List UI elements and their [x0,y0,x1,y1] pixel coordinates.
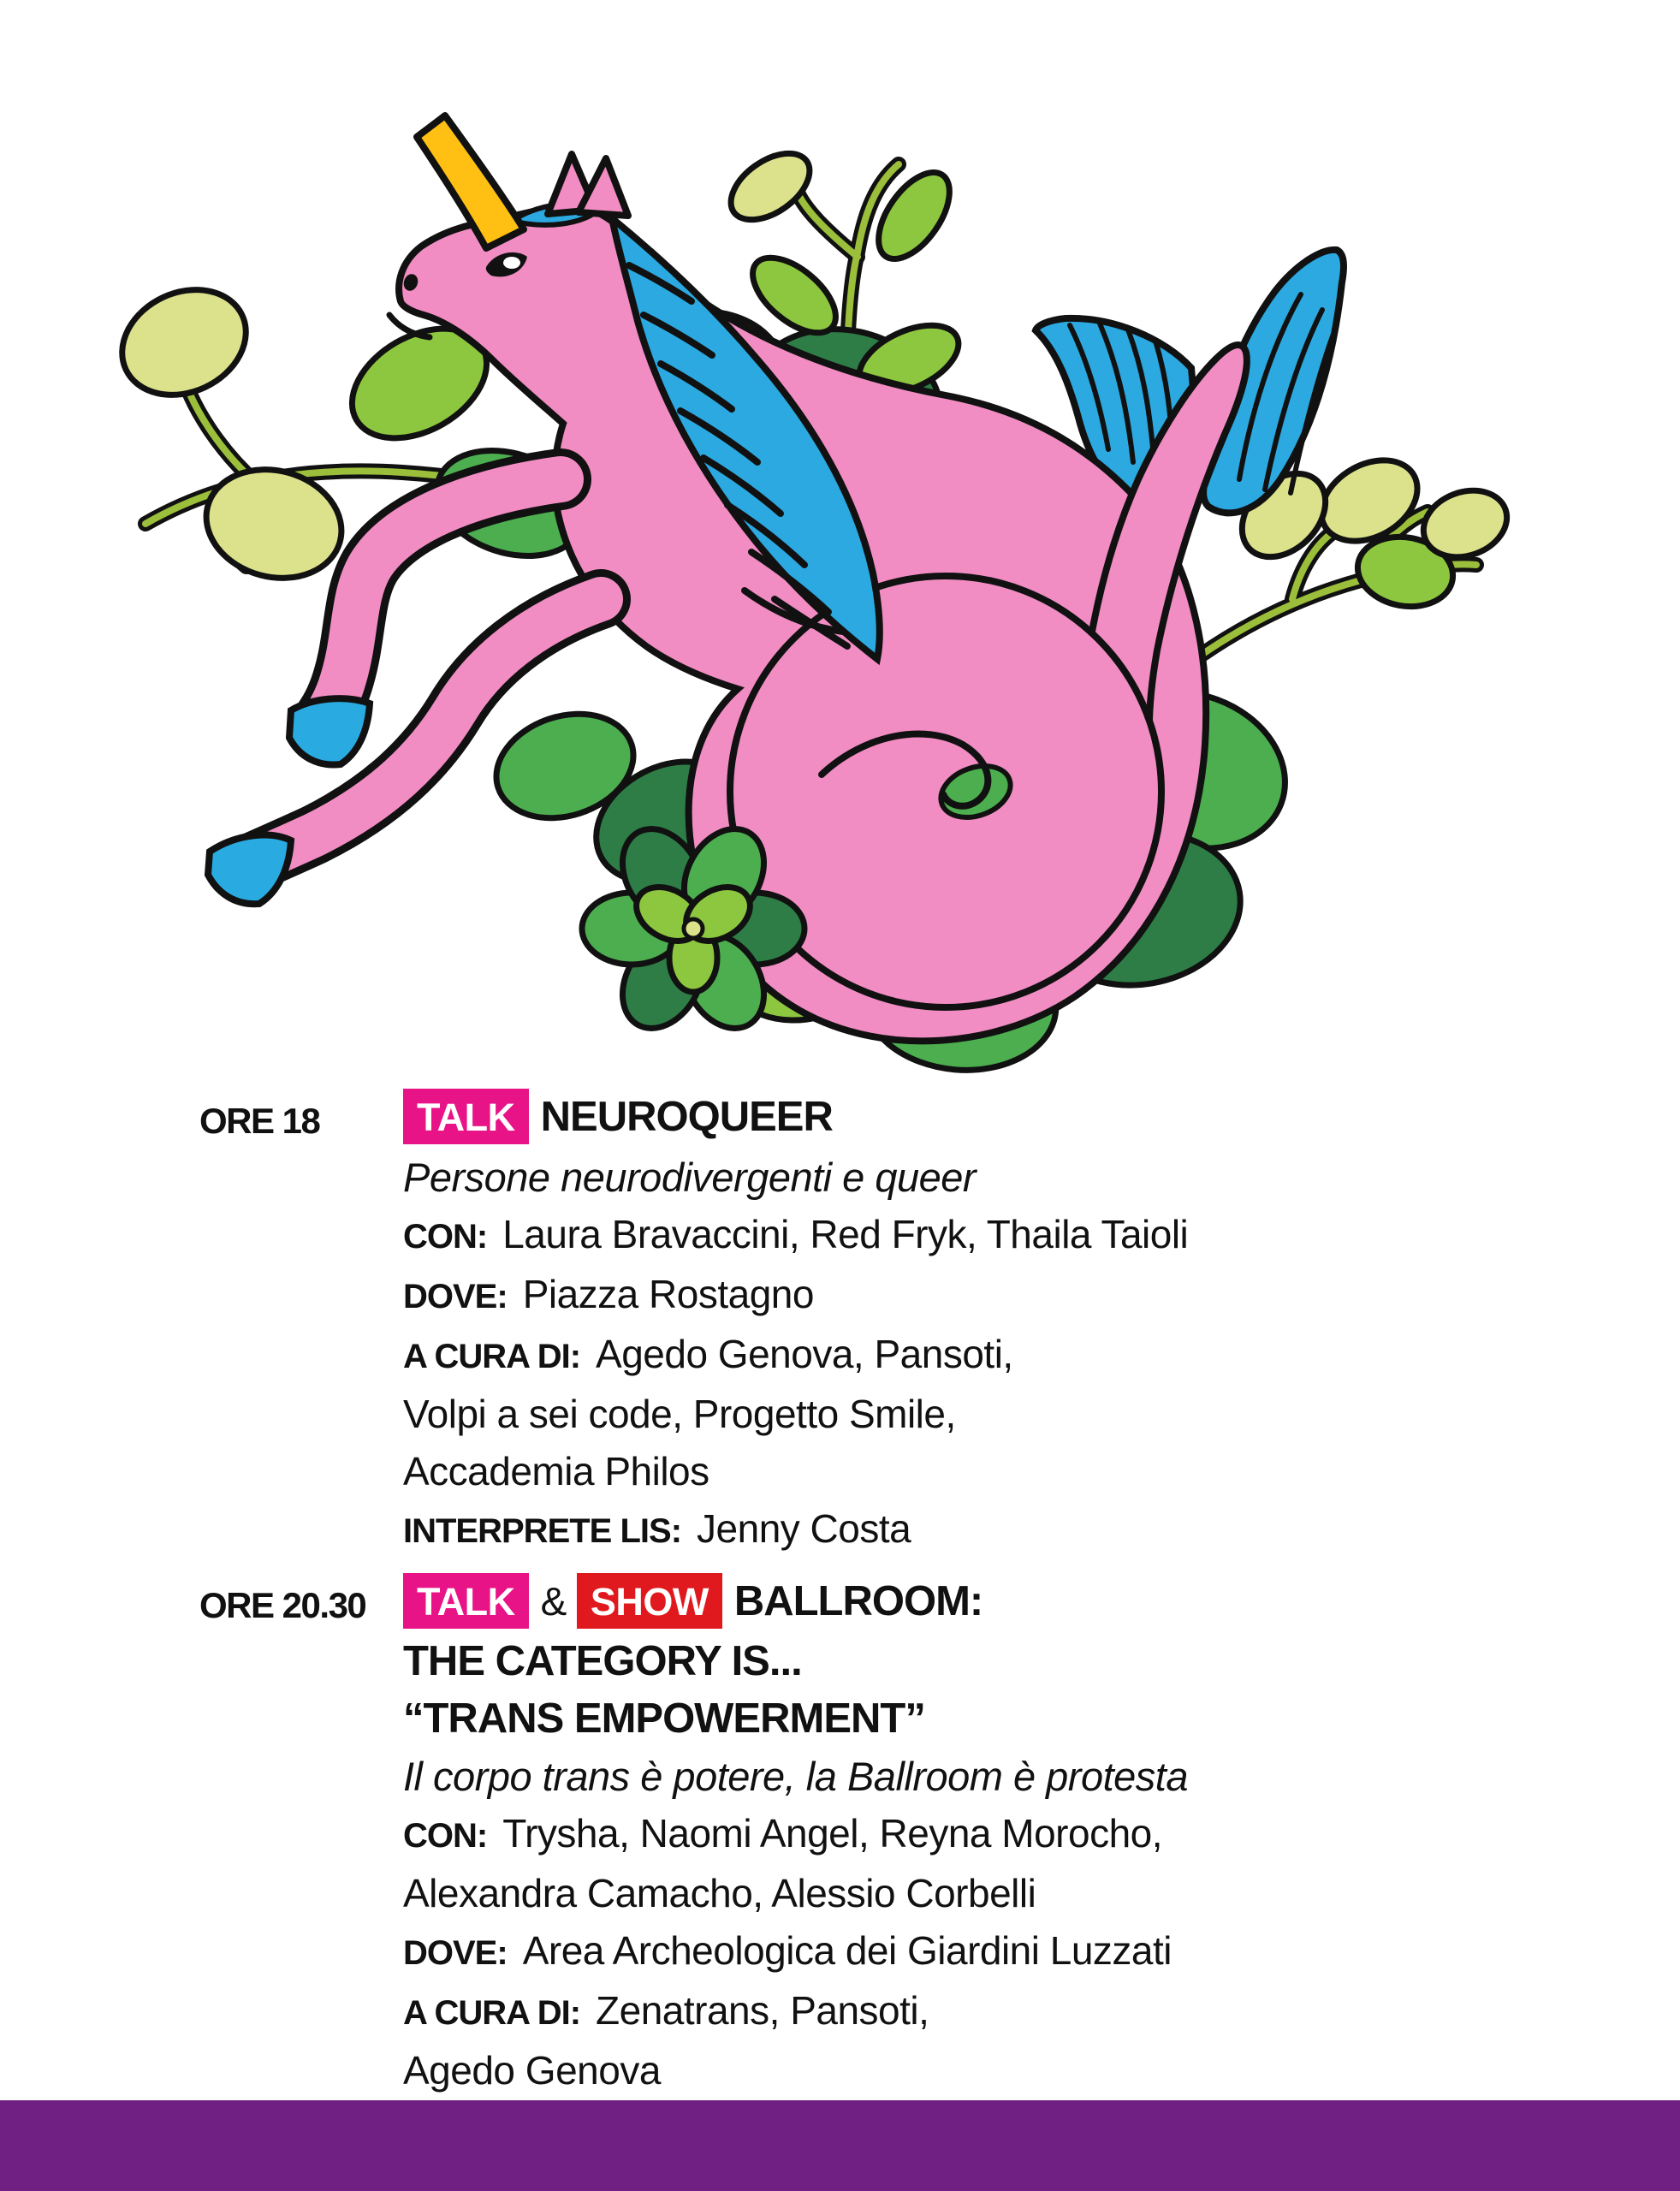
footer-bar [0,2100,1680,2191]
event-time: ORE 20.30 [199,1585,366,1625]
detail-value: Accademia Philos [403,1449,709,1493]
hoof-lower [208,835,291,905]
detail-value: Agedo Genova [403,2048,661,2093]
detail-value: Alexandra Camacho, Alessio Corbelli [403,1871,1036,1915]
detail-row [403,1805,1680,1865]
detail-row [403,1500,1680,1560]
detail-label: A CURA DI: [403,1338,581,1375]
hoof-front [289,698,370,764]
show-badge: SHOW [577,1573,722,1629]
detail-label: CON: [403,1817,488,1855]
detail-label: DOVE: [403,1934,508,1972]
detail-value: Agedo Genova, Pansoti, [596,1332,1013,1376]
detail-row-continuation [403,1865,1680,1922]
detail-row-continuation [403,2042,1680,2099]
detail-row [403,1206,1680,1266]
talk-badge: TALK [403,1573,529,1629]
event-subtitle: Il corpo trans è potere, la Ballroom è protesta [403,1754,1188,1799]
event-time: ORE 18 [199,1101,320,1141]
event-title-line2: THE CATEGORY IS... [403,1638,802,1684]
detail-row [403,1326,1680,1386]
detail-row [403,1266,1680,1326]
event-title-line3: “TRANS EMPOWERMENT” [403,1695,925,1742]
event-title: NEUROQUEER [540,1094,833,1140]
event-subtitle: Persone neurodivergenti e queer [403,1155,977,1200]
event-title-row [403,1085,1680,1149]
detail-value: Piazza Rostagno [522,1272,814,1316]
detail-label: DOVE: [403,1278,508,1315]
detail-value: Laura Bravaccini, Red Fryk, Thaila Taioli [502,1212,1189,1256]
ampersand: & [540,1579,567,1624]
detail-row-continuation [403,1443,1680,1500]
detail-value: Jenny Costa [697,1506,911,1551]
event-block-1 [0,1085,1680,1560]
event-title: BALLROOM: [733,1578,983,1624]
talk-badge: TALK [403,1089,529,1144]
event-title-row [403,1570,1680,1633]
detail-value: Trysha, Naomi Angel, Reyna Morocho, [502,1811,1163,1856]
detail-label: CON: [403,1218,488,1256]
ears [548,154,628,216]
event-block-2 [0,1570,1680,2099]
detail-value: Area Archeologica dei Giardini Luzzati [522,1928,1172,1973]
detail-label: INTERPRETE LIS: [403,1512,682,1550]
detail-value: Volpi a sei code, Progetto Smile, [403,1392,956,1436]
detail-row [403,1922,1680,1982]
detail-value: Zenatrans, Pansoti, [596,1988,929,2033]
detail-row-continuation [403,1386,1680,1443]
detail-row [403,1982,1680,2042]
detail-label: A CURA DI: [403,1994,581,2032]
